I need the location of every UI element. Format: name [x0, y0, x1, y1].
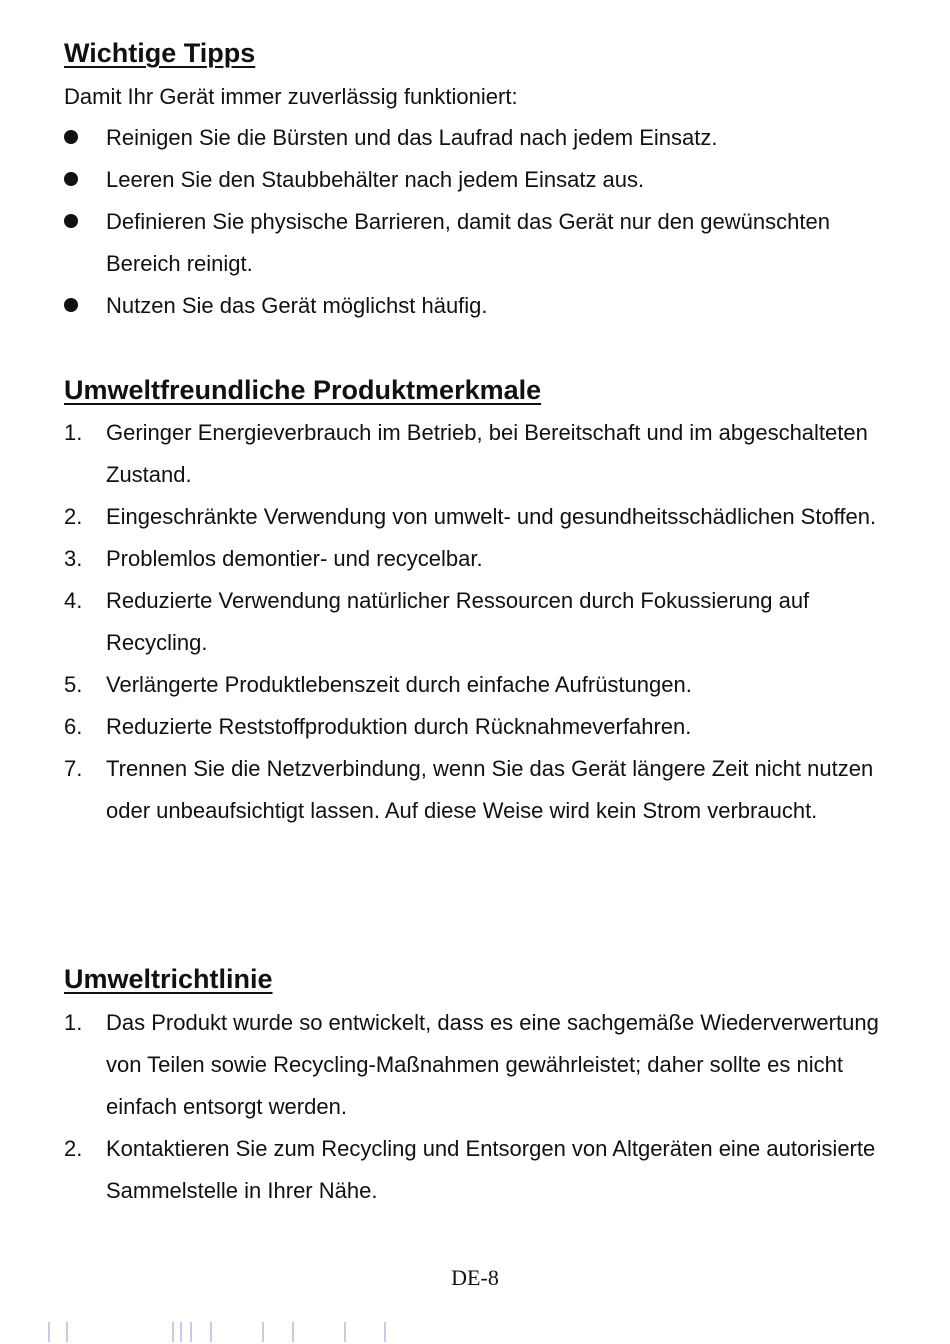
page-number: DE-8: [451, 1265, 499, 1290]
policy-list: [0, 1002, 950, 1212]
list-number: 2.: [64, 1136, 83, 1161]
tips-list: [0, 117, 950, 327]
bullet-icon: [64, 214, 78, 228]
list-item: [0, 159, 950, 201]
tips-intro: Damit Ihr Gerät immer zuverlässig funktioniert:: [64, 84, 518, 109]
list-item: [0, 706, 950, 748]
list-item-text: Kontaktieren Sie zum Recycling und Entsorgen von Altgeräten eine autorisierte Sammelstelle in Ihrer Nähe.: [106, 1136, 876, 1203]
list-item-text: Geringer Energieverbrauch im Betrieb, bei Bereitschaft und im abgeschalteten Zustand.: [106, 420, 868, 487]
list-item-text: Nutzen Sie das Gerät möglichst häufig.: [106, 293, 488, 318]
list-item: [0, 285, 950, 327]
list-item: [0, 538, 950, 580]
section-heading-policy: Umweltrichtlinie: [64, 964, 273, 994]
list-item-text: Eingeschränkte Verwendung von umwelt- und gesundheitsschädlichen Stoffen.: [106, 504, 877, 529]
list-number: 6.: [64, 714, 83, 739]
list-item-text: Problemlos demontier- und recycelbar.: [106, 546, 483, 571]
list-item: [0, 664, 950, 706]
list-item-text: Das Produkt wurde so entwickelt, dass es eine sachgemäße Wiederverwertung von Teilen sowie Recycling-Maßnahmen gewährleistet; daher sollte es nicht einfach entsorgt werden.: [106, 1010, 879, 1119]
list-item: [0, 748, 950, 832]
list-item-text: Verlängerte Produktlebenszeit durch einfache Aufrüstungen.: [106, 672, 692, 697]
section-heading-tips: Wichtige Tipps: [64, 38, 256, 68]
list-item-text: Reduzierte Verwendung natürlicher Ressourcen durch Fokussierung auf Recycling.: [106, 588, 810, 655]
features-list: [0, 412, 950, 832]
list-number: 2.: [64, 504, 83, 529]
bullet-icon: [64, 130, 78, 144]
list-number: 3.: [64, 546, 83, 571]
list-number: 5.: [64, 672, 83, 697]
list-item: [0, 580, 950, 664]
scan-artifact-marks: [0, 1318, 950, 1344]
list-item: [0, 496, 950, 538]
list-item-text: Leeren Sie den Staubbehälter nach jedem Einsatz aus.: [106, 167, 645, 192]
bullet-icon: [64, 298, 78, 312]
list-item-text: Reduzierte Reststoffproduktion durch Rücknahmeverfahren.: [106, 714, 692, 739]
list-number: 7.: [64, 756, 83, 781]
list-item: [0, 412, 950, 496]
list-item: [0, 1002, 950, 1128]
list-number: 1.: [64, 1010, 83, 1035]
section-heading-features: Umweltfreundliche Produktmerkmale: [64, 375, 542, 405]
list-item: [0, 201, 950, 285]
list-number: 4.: [64, 588, 83, 613]
bullet-icon: [64, 172, 78, 186]
list-item-text: Trennen Sie die Netzverbindung, wenn Sie das Gerät längere Zeit nicht nutzen oder unbeaufsichtigt lassen. Auf diese Weise wird kein Strom verbraucht.: [106, 756, 874, 823]
list-item-text: Definieren Sie physische Barrieren, damit das Gerät nur den gewünschten Bereich reinigt.: [106, 209, 830, 276]
list-item: [0, 1128, 950, 1212]
list-number: 1.: [64, 420, 83, 445]
list-item: [0, 117, 950, 159]
list-item-text: Reinigen Sie die Bürsten und das Laufrad nach jedem Einsatz.: [106, 125, 718, 150]
